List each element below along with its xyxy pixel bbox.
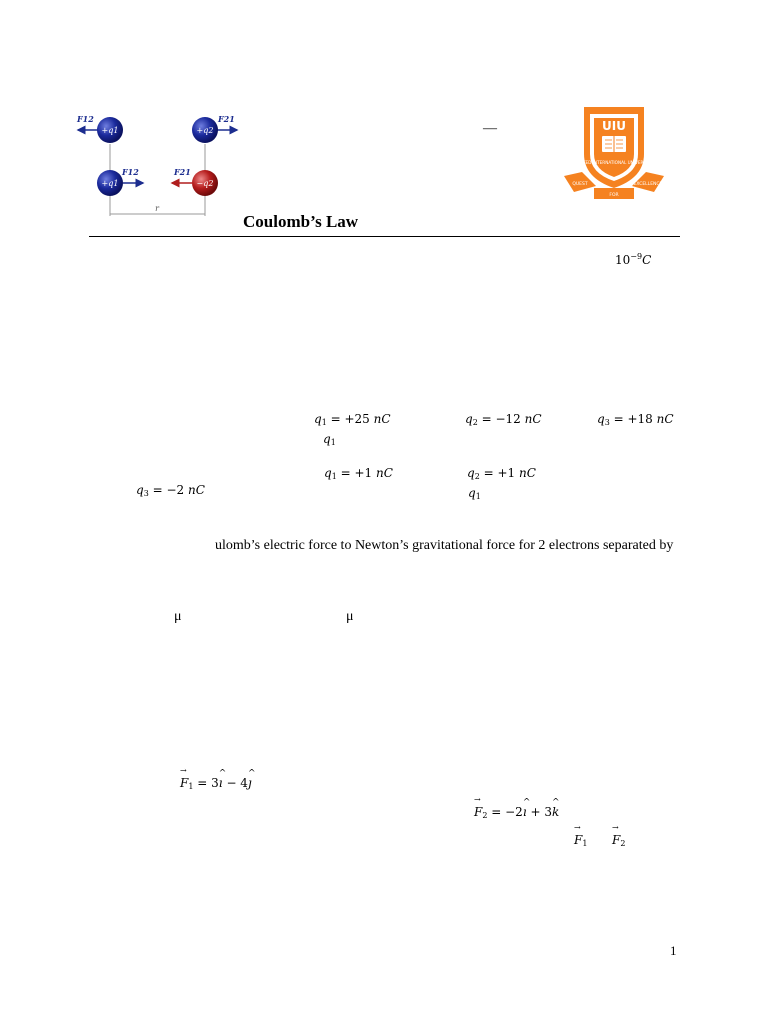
label-q2-bottom: −q2: [196, 179, 214, 188]
eq-f1-vector: → $F_1$ = 3^ ı − 4^ ȷ: [180, 776, 252, 791]
coulomb-newton-sentence: ulomb’s electric force to Newton’s gravitational force for 2 electrons separated by: [215, 538, 674, 553]
label-q1-b: $q_1$: [468, 486, 481, 501]
eq-q1-25: $q_1 = +25$ nC: [314, 412, 391, 427]
eq-q3-m2: $q_3 = -2$ nC: [136, 483, 205, 498]
page-title: Coulomb’s Law: [243, 212, 359, 231]
label-f21-top: F21: [218, 114, 235, 124]
logo-ribbon-left: QUEST: [572, 182, 588, 187]
label-f12-bottom: F12: [122, 167, 139, 177]
mu-symbol-2: μ: [346, 609, 354, 624]
uiu-logo: [560, 104, 668, 202]
eq-q2-1: $q_2 = +1$ nC: [467, 466, 536, 481]
logo-ribbon-center: FOR: [609, 193, 619, 198]
eq-f2-vector: → $F_2$ = −2^ ı + 3^ k: [474, 805, 559, 820]
label-q2-top: +q2: [196, 126, 214, 135]
mu-symbol-1: μ: [174, 609, 182, 624]
eq-q1-1: $q_1 = +1$ nC: [324, 466, 393, 481]
eq-q3-18: $q_3 = +18$ nC: [597, 412, 674, 427]
logo-ribbon-right: EXCELLENCE: [633, 182, 663, 187]
label-r: r: [155, 204, 159, 213]
coulomb-diagram: [70, 108, 250, 220]
label-q1-top: +q1: [101, 126, 119, 135]
label-q1-bottom: +q1: [101, 179, 119, 188]
title-divider: [89, 236, 680, 237]
logo-ring-text: UNITED INTERNATIONAL UNIVERSITY: [575, 160, 653, 165]
ref-f1: → $F_1$: [574, 833, 587, 848]
eq-q2-m12: $q_2 = -12$ nC: [465, 412, 542, 427]
unit-charge: $10^{-9}C$: [615, 252, 652, 267]
page-number: 1: [670, 943, 677, 958]
label-q1-a: $q_1$: [323, 432, 336, 447]
label-f12-top: F12: [77, 114, 94, 124]
header-dash: —: [483, 121, 497, 136]
ref-f2: → $F_2$: [612, 833, 625, 848]
label-f21-bottom: F21: [174, 167, 191, 177]
logo-letters: UIU: [602, 119, 626, 133]
